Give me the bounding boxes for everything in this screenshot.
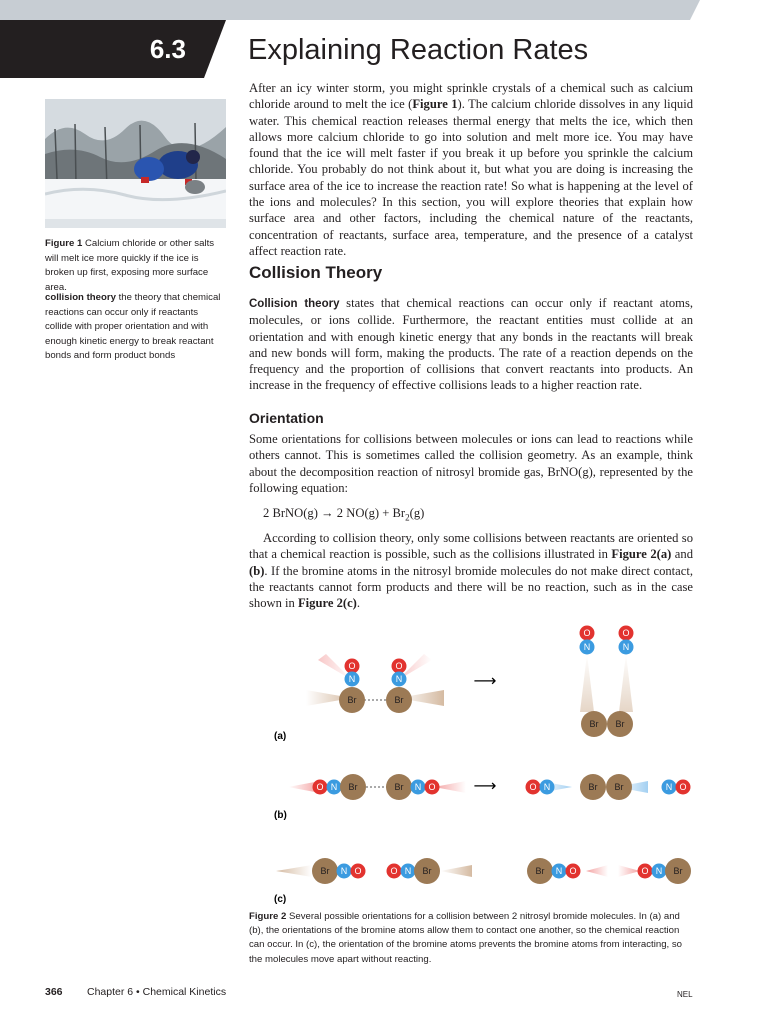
nitrogen-label: N [395,674,403,684]
figure2-caption: Figure 2 Several possible orientations for a collision between 2 nitrosyl bromide molecules. In (a) and (b), the orientations of the bromine atoms allow them to contact one another, so the chemical reaction can occur. In (c), the orientation of the bromine atoms prevents the bromine atoms from interacting, so the molecules move apart without reacting. [249,911,682,965]
section-number: 6.3 [149,34,186,64]
bromine-label: Br [615,719,625,729]
orientation-heading: Orientation [249,410,324,426]
oxygen-label: O [348,661,356,671]
oxygen-label: O [395,661,403,671]
bromine-label: Br [394,782,404,792]
oxygen-label: O [428,782,436,792]
intro-paragraph: After an icy winter storm, you might sprinkle crystals of a chemical such as calcium chloride around to melt the ice (Figure 1). The calcium chloride dissolves in any liquid water. This chemical reaction releases thermal energy that melts the ice, which then allows more calcium chloride to go into solution and melt more ice. You may have found that the ice will melt faster if you break it up before you sprinkle the calcium chloride. You probably do not think about it, but what you are doing is increasing the surface area of the ice to increase the reaction rate! So what is happening at the level of the ions and molecules? In this section, you will explore theories that explain how surface area and other factors, including the chemical nature of the reactants, concentration of reactants, surface area, temperature, and the presence of a catalyst affect reaction rate. [249,81,694,258]
panel-a-reactants [306,654,444,713]
nitrogen-label: N [348,674,356,684]
bromine-label: Br [347,695,357,705]
nitrogen-label: N [543,782,551,792]
bromine-label: Br [535,866,545,876]
orientation-paragraph-1: Some orientations for collisions between molecules or ions can lead to reactions while others cannot. This is sometimes called the collision geometry. As an example, think about the decomposition reaction of nitrosyl bromide gas, BrNO(g), represented by the following equation: [249,432,693,495]
nitrogen-label: N [340,866,348,876]
oxygen-label: O [569,866,577,876]
nitrogen-label: N [555,866,563,876]
panel-b-reactants [288,774,466,800]
oxygen-label: O [354,866,362,876]
salt-spreading-photo [45,99,226,228]
chapter-label: Chapter 6 • Chemical Kinetics [87,986,227,998]
nitrogen-label: N [330,782,338,792]
reaction-arrow: ⟶ [473,671,497,690]
publisher-label: NEL [677,990,693,999]
panel-c-after [527,858,691,884]
bromine-label: Br [588,782,598,792]
panel-c-label: (c) [274,894,287,905]
bromine-label: Br [394,695,404,705]
oxygen-label: O [390,866,398,876]
decomposition-equation: 2 BrNO(g) → 2 $NO(g) + Br_2(g)$ [263,506,425,523]
panel-b-products [526,774,691,800]
nitrogen-label: N [404,866,412,876]
panel-a-products [580,626,634,738]
bromine-label: Br [589,719,599,729]
bromine-label: Br [422,866,432,876]
nitrogen-label: N [414,782,422,792]
bromine-label: Br [320,866,330,876]
bromine-label: Br [614,782,624,792]
bromine-label: Br [673,866,683,876]
collision-theory-heading: Collision Theory [249,263,383,282]
page-title: Explaining Reaction Rates [248,34,589,66]
oxygen-label: O [641,866,649,876]
panel-a-label: (a) [274,731,287,742]
collision-theory-paragraph: Collision theory states that chemical reactions can occur only if reactant atoms, molecules, or ions collide. Furthermore, the reactant entities must collide at an orientation and with enough kinetic energy that any bonds in the reactants will break and new bonds will form, making the products. The rate of a reaction depends on the frequency and the proportion of collisions that convert reactants into products. An increase in the frequency of effective collisions leads to a higher reaction rate. [249,296,693,393]
figure1-caption: Figure 1 Calcium chloride or other salts will melt ice more quickly if the ice is broken up first, exposing more surface area. [45,238,215,293]
oxygen-label: O [622,628,630,638]
oxygen-label: O [316,782,324,792]
glossary-collision-theory: collision theory the theory that chemical reactions can occur only if reactants collide with proper orientation and with enough kinetic energy to break reactant bonds and form product bonds [45,292,221,361]
panel-b-label: (b) [274,810,287,821]
top-banner [0,0,768,20]
panel-c-before [276,858,472,884]
orientation-paragraph-2: According to collision theory, only some collisions between reactants are oriented so that a chemical reaction is possible, such as the collisions illustrated in Figure 2(a) and (b). If the bromine atoms in the nitrosyl bromide molecules do not make direct contact, the reactants cannot form products and there will be no reaction, such as in the case shown in Figure 2(c). [249,531,693,611]
reaction-arrow: ⟶ [473,776,497,795]
oxygen-label: O [679,782,687,792]
nitrogen-label: N [622,642,630,652]
bromine-label: Br [348,782,358,792]
oxygen-label: O [529,782,537,792]
figure2-diagram [248,620,698,910]
nitrogen-label: N [655,866,663,876]
nitrogen-label: N [583,642,591,652]
page-number: 366 [45,986,63,998]
nitrogen-label: N [665,782,673,792]
oxygen-label: O [583,628,591,638]
